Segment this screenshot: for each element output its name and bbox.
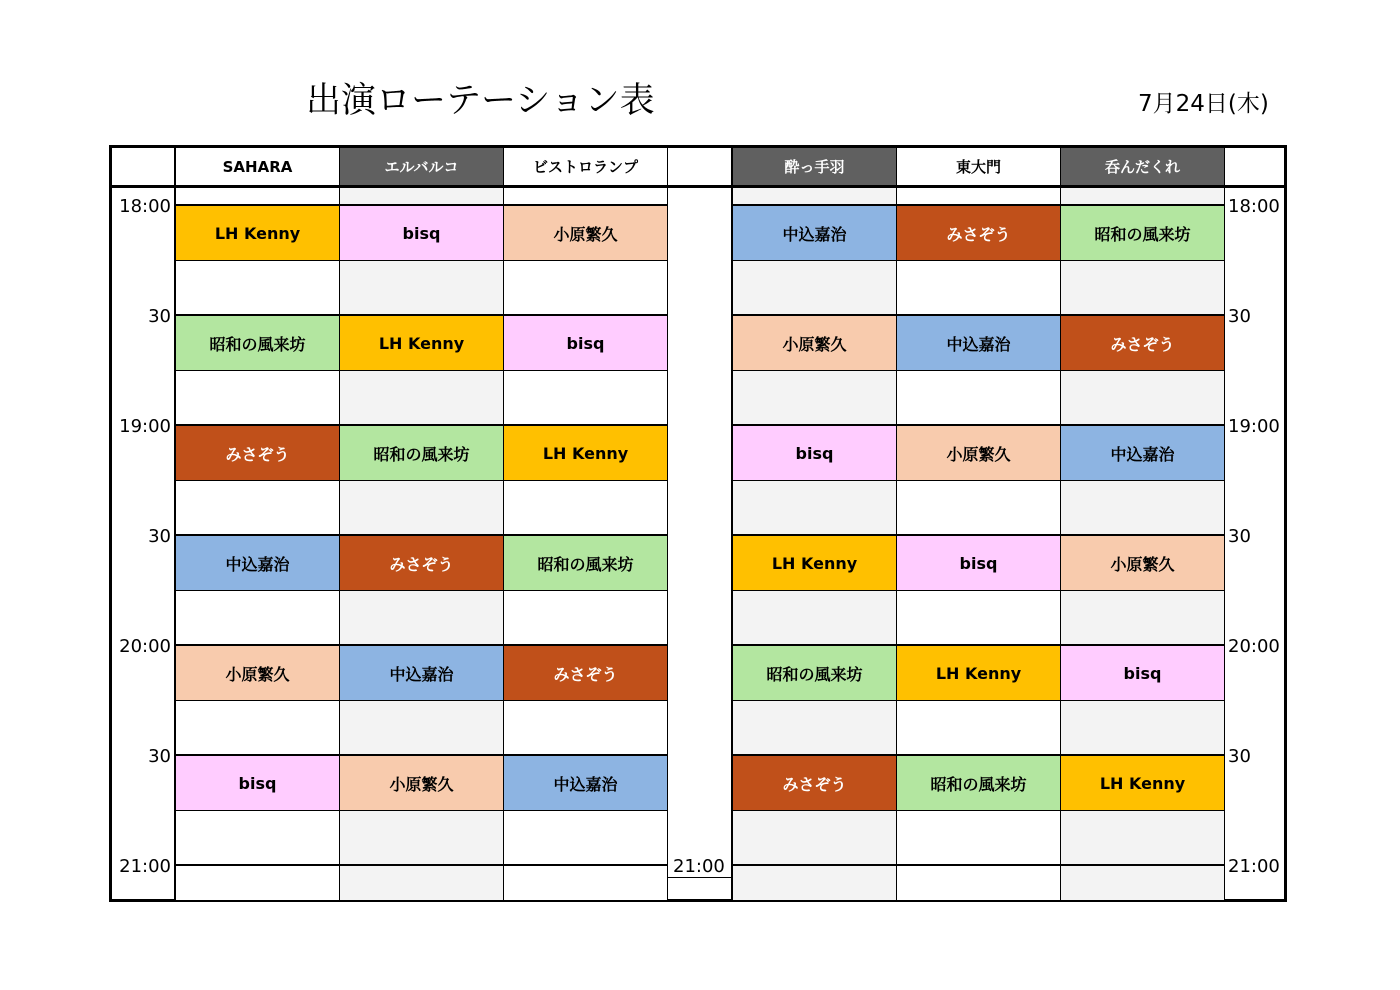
empty-slot: [340, 700, 503, 755]
empty-slot: [1061, 590, 1224, 645]
performance-slot: 昭和の風来坊: [504, 535, 667, 591]
performance-slot: みさぞう: [897, 205, 1060, 261]
empty-slot: [1061, 865, 1224, 900]
time-label-right: 20:00: [1228, 636, 1280, 657]
time-label-left: 18:00: [119, 196, 171, 217]
performance-slot: みさぞう: [176, 425, 339, 481]
middle-divider: [667, 877, 731, 878]
performance-slot: LH Kenny: [176, 205, 339, 261]
empty-slot: [897, 810, 1060, 865]
empty-slot: [504, 700, 667, 755]
time-label-left: 19:00: [119, 416, 171, 437]
empty-slot: [176, 480, 339, 535]
empty-slot: [897, 700, 1060, 755]
performance-slot: 小原繁久: [176, 645, 339, 701]
performance-slot: bisq: [504, 315, 667, 371]
empty-slot: [176, 810, 339, 865]
performance-slot: bisq: [340, 205, 503, 261]
performance-slot: 中込嘉治: [176, 535, 339, 591]
time-label-left: 21:00: [119, 856, 171, 877]
performance-slot: LH Kenny: [504, 425, 667, 481]
venue-header: エルバルコ: [340, 148, 503, 185]
time-label-right: 19:00: [1228, 416, 1280, 437]
empty-slot: [897, 590, 1060, 645]
empty-slot: [1061, 480, 1224, 535]
time-label-right: 18:00: [1228, 196, 1280, 217]
time-label-left: 30: [148, 526, 171, 547]
empty-slot: [897, 865, 1060, 900]
time-label-left: 20:00: [119, 636, 171, 657]
empty-slot: [176, 865, 339, 900]
time-label-middle: 21:00: [673, 856, 725, 877]
performance-slot: 小原繁久: [897, 425, 1060, 481]
performance-slot: 中込嘉治: [1061, 425, 1224, 481]
performance-slot: みさぞう: [340, 535, 503, 591]
empty-slot: [504, 810, 667, 865]
performance-slot: 小原繁久: [1061, 535, 1224, 591]
empty-slot: [733, 865, 896, 900]
time-label-right: 30: [1228, 746, 1251, 767]
performance-slot: 昭和の風来坊: [1061, 205, 1224, 261]
performance-slot: 中込嘉治: [897, 315, 1060, 371]
empty-slot: [504, 188, 667, 205]
venue-header: SAHARA: [176, 148, 339, 185]
performance-slot: LH Kenny: [340, 315, 503, 371]
time-label-right: 30: [1228, 306, 1251, 327]
empty-slot: [733, 590, 896, 645]
performance-slot: bisq: [1061, 645, 1224, 701]
performance-slot: 昭和の風来坊: [176, 315, 339, 371]
empty-slot: [733, 260, 896, 315]
performance-slot: みさぞう: [733, 755, 896, 811]
time-label-left: 30: [148, 746, 171, 767]
empty-slot: [504, 370, 667, 425]
venue-header: ビストロランプ: [504, 148, 667, 185]
empty-slot: [1061, 700, 1224, 755]
performance-slot: 昭和の風来坊: [897, 755, 1060, 811]
empty-slot: [176, 188, 339, 205]
time-label-left: 30: [148, 306, 171, 327]
performance-slot: 小原繁久: [733, 315, 896, 371]
performance-slot: 昭和の風来坊: [733, 645, 896, 701]
empty-slot: [897, 480, 1060, 535]
empty-slot: [340, 370, 503, 425]
empty-slot: [340, 260, 503, 315]
performance-slot: bisq: [176, 755, 339, 811]
empty-slot: [897, 370, 1060, 425]
performance-slot: みさぞう: [1061, 315, 1224, 371]
empty-slot: [340, 810, 503, 865]
empty-slot: [1061, 370, 1224, 425]
performance-slot: 中込嘉治: [340, 645, 503, 701]
empty-slot: [504, 260, 667, 315]
empty-slot: [176, 260, 339, 315]
venue-header: 酔っ手羽: [733, 148, 896, 185]
empty-slot: [504, 480, 667, 535]
empty-slot: [340, 480, 503, 535]
empty-slot: [176, 370, 339, 425]
time-label-right: 30: [1228, 526, 1251, 547]
performance-slot: 小原繁久: [504, 205, 667, 261]
empty-slot: [897, 260, 1060, 315]
venue-header: 東大門: [897, 148, 1060, 185]
empty-slot: [733, 810, 896, 865]
empty-slot: [340, 188, 503, 205]
performance-slot: LH Kenny: [733, 535, 896, 591]
performance-slot: bisq: [733, 425, 896, 481]
performance-slot: 中込嘉治: [733, 205, 896, 261]
empty-slot: [897, 188, 1060, 205]
time-label-right: 21:00: [1228, 856, 1280, 877]
performance-slot: 昭和の風来坊: [340, 425, 503, 481]
empty-slot: [504, 865, 667, 900]
performance-slot: LH Kenny: [1061, 755, 1224, 811]
performance-slot: bisq: [897, 535, 1060, 591]
empty-slot: [176, 590, 339, 645]
empty-slot: [1061, 260, 1224, 315]
performance-slot: 中込嘉治: [504, 755, 667, 811]
performance-slot: LH Kenny: [897, 645, 1060, 701]
empty-slot: [176, 700, 339, 755]
performance-slot: 小原繁久: [340, 755, 503, 811]
empty-slot: [1061, 188, 1224, 205]
empty-slot: [733, 370, 896, 425]
empty-slot: [733, 480, 896, 535]
empty-slot: [733, 700, 896, 755]
empty-slot: [733, 188, 896, 205]
event-date: 7月24日(木): [1138, 91, 1269, 117]
empty-slot: [504, 590, 667, 645]
empty-slot: [340, 865, 503, 900]
performance-slot: みさぞう: [504, 645, 667, 701]
page-title: 出演ローテーション表: [306, 81, 655, 121]
venue-header: 呑んだくれ: [1061, 148, 1224, 185]
empty-slot: [340, 590, 503, 645]
empty-slot: [1061, 810, 1224, 865]
